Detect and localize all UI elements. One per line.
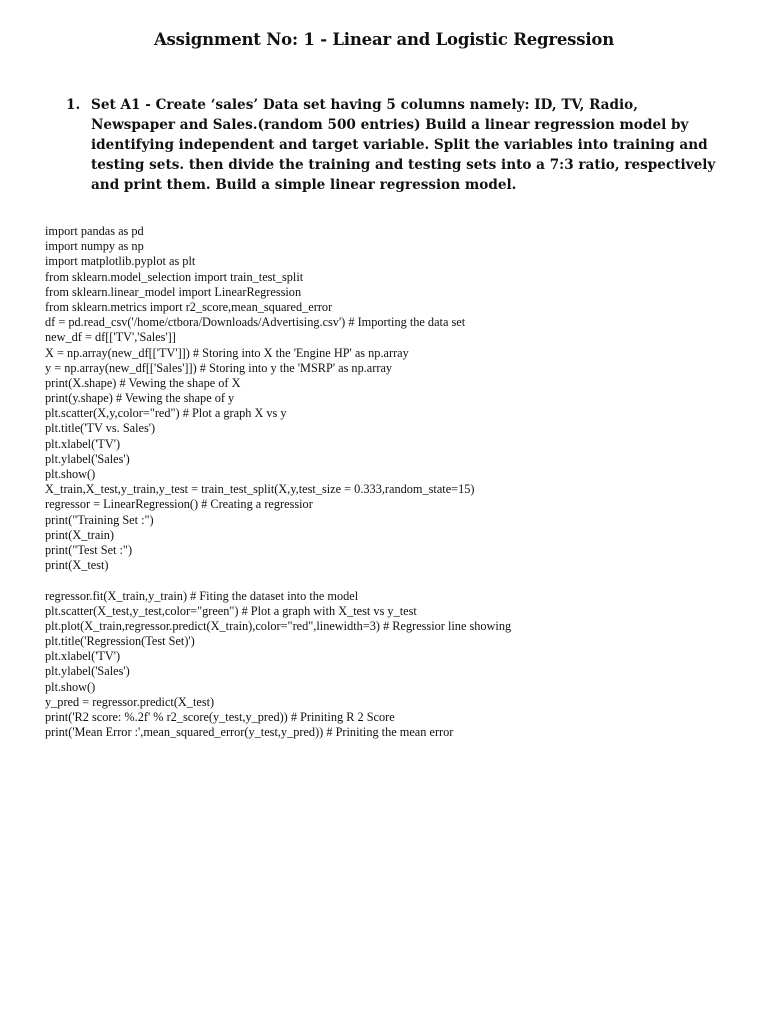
code-line: plt.plot(X_train,regressor.predict(X_train),color="red",linewidth=3) # Regressior line showing	[45, 618, 512, 633]
code-listing	[45, 224, 745, 740]
code-line: print(X.shape) # Vewing the shape of X	[45, 375, 241, 390]
code-line: plt.title('TV vs. Sales')	[45, 421, 156, 436]
code-line: plt.title('Regression(Test Set)')	[45, 634, 195, 649]
code-line: plt.show()	[45, 467, 96, 481]
code-line: import matplotlib.pyplot as plt	[45, 254, 196, 269]
code-line: import numpy as np	[45, 239, 144, 254]
code-line: df = pd.read_csv('/home/ctbora/Downloads/Advertising.csv') # Importing the data set	[45, 315, 466, 330]
task-description: Set A1 - Create ‘sales’ Data set having 5 columns namely: ID, TV, Radio, Newspaper and Sales.(random 500 entries) Build a linear regression model by identifying independent and target variable. Split the variables into training and testing sets. then divide the training and testing sets into a 7:3 ratio, respectively and print them. Build a simple linear regression model.	[91, 97, 716, 193]
code-line: plt.scatter(X_test,y_test,color="green") # Plot a graph with X_test vs y_test	[45, 603, 417, 618]
code-line: print('R2 score: %.2f' % r2_score(y_test,y_pred)) # Priniting R 2 Score	[45, 710, 395, 724]
code-line: y = np.array(new_df[['Sales']]) # Storing into y the 'MSRP' as np.array	[45, 360, 393, 375]
code-line: print("Test Set :")	[45, 542, 133, 557]
code-line: plt.xlabel('TV')	[45, 649, 121, 664]
code-line: plt.scatter(X,y,color="red") # Plot a graph X vs y	[45, 406, 287, 421]
code-line: import pandas as pd	[45, 224, 144, 238]
code-line: print("Training Set :")	[45, 512, 154, 527]
code-line: from sklearn.linear_model import LinearRegression	[45, 284, 302, 299]
task-item	[66, 95, 726, 195]
code-line: plt.show()	[45, 679, 96, 694]
code-line: print(y.shape) # Vewing the shape of y	[45, 391, 235, 406]
code-line: X_train,X_test,y_train,y_test = train_test_split(X,y,test_size = 0.333,random_state=15)	[45, 482, 475, 497]
document-title: Assignment No: 1 - Linear and Logistic Regression	[153, 30, 615, 49]
code-line: print('Mean Error :',mean_squared_error(y_test,y_pred)) # Priniting the mean error	[45, 725, 454, 740]
code-line: new_df = df[['TV','Sales']]	[45, 330, 176, 345]
code-line: regressor = LinearRegression() # Creating a regressior	[45, 497, 313, 512]
code-line: plt.ylabel('Sales')	[45, 664, 130, 679]
code-line: print(X_train)	[45, 527, 114, 542]
code-line: from sklearn.model_selection import train_test_split	[45, 269, 304, 284]
code-line: plt.ylabel('Sales')	[45, 451, 130, 466]
code-line: plt.xlabel('TV')	[45, 436, 121, 451]
code-line	[45, 573, 745, 588]
task-number: 1.	[66, 97, 81, 113]
code-line: from sklearn.metrics import r2_score,mean_squared_error	[45, 299, 333, 314]
code-line: X = np.array(new_df[['TV']]) # Storing into X the 'Engine HP' as np.array	[45, 345, 409, 360]
code-line: print(X_test)	[45, 558, 109, 573]
code-line: y_pred = regressor.predict(X_test)	[45, 694, 215, 709]
code-line: regressor.fit(X_train,y_train) # Fiting the dataset into the model	[45, 588, 359, 603]
